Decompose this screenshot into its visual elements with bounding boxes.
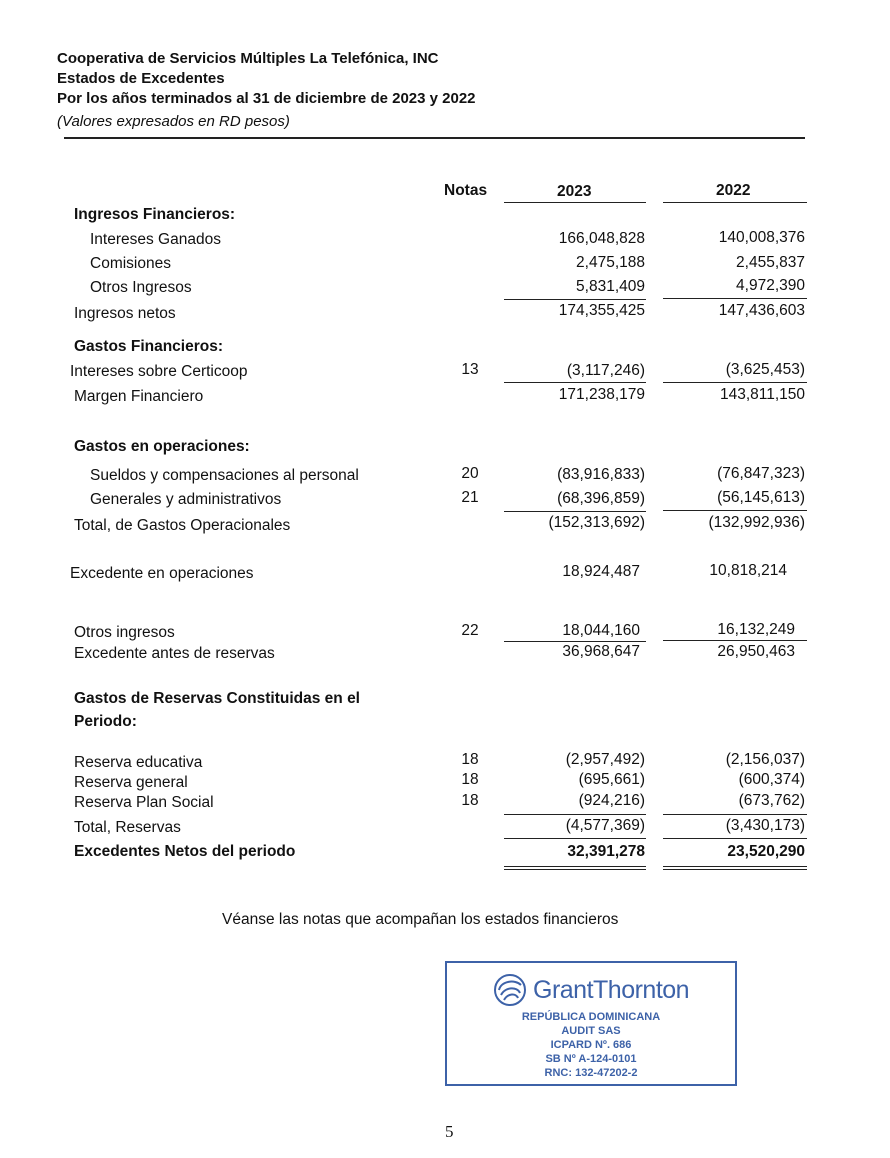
subtotal-line-2022 [663,298,807,299]
stamp-icpard: ICPARD Nº. 686 [550,1039,632,1051]
notes-column-header: Notas [444,182,488,199]
value-2023-intereses-ganados: 166,048,828 [558,230,645,247]
value-2023-total-gastos-op: (152,313,692) [548,514,645,531]
value-2023-otros-ingresos: 18,044,160 [562,622,640,639]
value-2023-otros-ingresos-fin: 5,831,409 [576,278,645,295]
value-2023-generales: (68,396,859) [557,490,645,507]
value-2023-comisiones: 2,475,188 [576,254,645,271]
year-2022-header: 2022 [716,182,751,199]
row-label-reserva-general: Reserva general [74,774,188,791]
header-underline-2023 [504,202,646,203]
double-underline-2022 [663,866,807,867]
value-2023-reserva-educativa: (2,957,492) [565,751,645,768]
row-label-reserva-educativa: Reserva educativa [74,754,203,771]
value-2023-margen-financiero: 171,238,179 [558,386,645,403]
row-label-total-gastos-op: Total, de Gastos Operacionales [74,517,291,534]
value-2023-excedentes-netos: 32,391,278 [567,843,645,860]
value-2022-sueldos: (76,847,323) [717,465,805,482]
note-intereses-certicoop: 13 [461,361,479,378]
header-rule [64,137,805,139]
value-2022-margen-financiero: 143,811,150 [719,386,805,403]
value-2023-total-reservas: (4,577,369) [565,817,645,834]
subtotal-line-2022 [663,640,807,641]
stamp-country: REPÚBLICA DOMINICANA [521,1011,661,1023]
subtotal-line-2023 [504,299,646,300]
row-label-generales: Generales y administrativos [90,491,282,508]
row-label-intereses-ganados: Intereses Ganados [90,231,221,248]
note-sueldos: 20 [461,465,479,482]
stamp-sb: SB Nº A-124-0101 [545,1053,637,1065]
grant-thornton-wordmark: GrantThornton [533,975,690,1004]
value-2023-reserva-general: (695,661) [578,771,645,788]
value-2022-otros-ingresos-fin: 4,972,390 [736,277,805,294]
statement-title: Estados de Excedentes [57,70,225,87]
section-reservas-title-cont: Periodo: [74,713,137,730]
subtotal-line-2023 [504,814,646,815]
year-2023-header: 2023 [557,183,592,200]
subtotal-line-2022 [663,382,807,383]
value-2023-excedente-operaciones: 18,924,487 [562,563,640,580]
row-label-margen-financiero: Margen Financiero [74,388,204,405]
value-2023-excedente-antes-reservas: 36,968,647 [562,643,640,660]
value-2022-intereses-ganados: 140,008,376 [718,229,805,246]
stamp-rnc: RNC: 132-47202-2 [544,1067,638,1079]
value-2022-ingresos-netos: 147,436,603 [718,302,805,319]
subtotal-line-2022 [663,838,807,839]
header-underline-2022 [663,202,807,203]
subtotal-line-2023 [504,838,646,839]
value-2023-intereses-certicoop: (3,117,246) [566,362,645,379]
value-2022-comisiones: 2,455,837 [736,254,805,271]
page-number: 5 [445,1122,454,1141]
grant-thornton-swirl-icon [491,973,529,1007]
value-2023-sueldos: (83,916,833) [557,466,645,483]
subtotal-line-2023 [504,641,646,642]
note-generales: 21 [461,489,479,506]
row-label-excedentes-netos: Excedentes Netos del periodo [74,843,296,860]
value-2022-total-gastos-op: (132,992,936) [708,514,805,531]
subtotal-line-2023 [504,511,646,512]
stamp-firm: AUDIT SAS [561,1025,621,1037]
subtotal-line-2023 [504,382,646,383]
note-reserva-general: 18 [461,771,479,788]
value-2023-reserva-plan-social: (924,216) [578,792,645,809]
value-2022-excedente-antes-reservas: 26,950,463 [717,643,795,660]
subtotal-line-2022 [663,814,807,815]
value-2022-otros-ingresos: 16,132,249 [717,621,795,638]
currency-note: (Valores expresados en RD pesos) [57,113,290,130]
value-2022-reserva-plan-social: (673,762) [738,792,805,809]
value-2023-ingresos-netos: 174,355,425 [558,302,645,319]
row-label-ingresos-netos: Ingresos netos [74,305,176,322]
subtotal-line-2022 [663,510,807,511]
company-name: Cooperativa de Servicios Múltiples La Telefónica, INC [57,50,439,67]
row-label-sueldos: Sueldos y compensaciones al personal [90,467,359,484]
section-gastos-financieros: Gastos Financieros: [74,338,224,355]
row-label-excedente-operaciones: Excedente en operaciones [70,565,254,582]
note-otros-ingresos: 22 [461,622,479,639]
value-2022-reserva-educativa: (2,156,037) [725,751,805,768]
section-reservas-title: Gastos de Reservas Constituidas en el [74,690,360,707]
value-2022-reserva-general: (600,374) [738,771,805,788]
notes-reference: Véanse las notas que acompañan los estados financieros [222,911,619,928]
period-title: Por los años terminados al 31 de diciembre de 2023 y 2022 [57,90,476,107]
double-underline-2022 [663,869,807,870]
section-gastos-operaciones: Gastos en operaciones: [74,438,250,455]
value-2022-excedente-operaciones: 10,818,214 [709,562,787,579]
row-label-otros-ingresos-fin: Otros Ingresos [90,279,192,296]
value-2022-excedentes-netos: 23,520,290 [727,843,805,860]
row-label-comisiones: Comisiones [90,255,171,272]
row-label-total-reservas: Total, Reservas [74,819,181,836]
value-2022-total-reservas: (3,430,173) [725,817,805,834]
double-underline-2023 [504,869,646,870]
double-underline-2023 [504,866,646,867]
note-reserva-plan-social: 18 [461,792,479,809]
grant-thornton-logo [491,973,689,1007]
value-2022-intereses-certicoop: (3,625,453) [725,361,805,378]
row-label-otros-ingresos: Otros ingresos [74,624,175,641]
auditor-stamp [445,961,737,1086]
section-ingresos-financieros: Ingresos Financieros: [74,206,236,223]
note-reserva-educativa: 18 [461,751,479,768]
value-2022-generales: (56,145,613) [717,489,805,506]
row-label-excedente-antes-reservas: Excedente antes de reservas [74,645,275,662]
row-label-intereses-certicoop: Intereses sobre Certicoop [70,363,248,380]
row-label-reserva-plan-social: Reserva Plan Social [74,794,214,811]
